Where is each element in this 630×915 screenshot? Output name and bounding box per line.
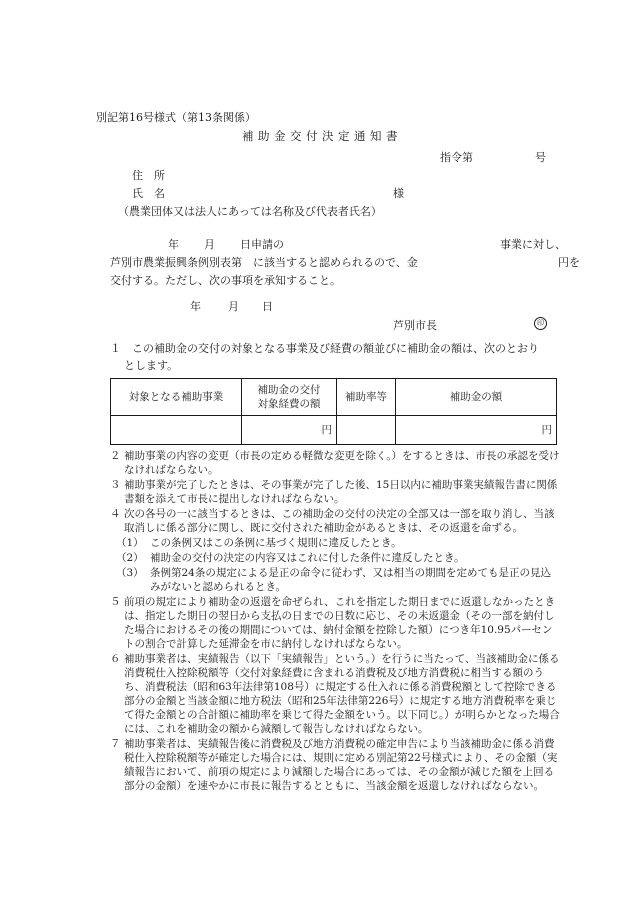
condition-subitem — [116, 536, 560, 550]
project-clause: 事業に対し、 — [500, 238, 566, 251]
condition-subitem-text: 補助金の交付の決定の内容又はこれに付した条件に違反したとき。 — [150, 552, 465, 564]
condition-subitem-text: この条例又はこの条例に基づく規則に違反したとき。 — [150, 537, 402, 549]
condition-item-text: 補助事業者は、実績報告後に消費税及び地方消費税の確定申告により当該補助金に係る消費税仕入控除税額等が確定した場合には、規則に定める別記第22号様式により、その金額（実績報告において、前項の規定により減額した場合にあっては、その金額が減じた額を上回る部分の金額）を速やかに市長に報告するとともに、当該金額を返還しなければならない。 — [124, 738, 558, 792]
organization-note: （農業団体又は法人にあっては名称及び代表者氏名） — [118, 205, 382, 218]
condition-item-number: ６ — [110, 653, 121, 665]
header-grant-amount: 補助金の額 — [396, 379, 557, 416]
header-subsidy-rate: 補助率等 — [337, 379, 396, 416]
document-title: 補助金交付決定通知書 — [242, 129, 402, 143]
condition-subitem — [116, 551, 560, 565]
grant-clause: 交付する。ただし、次の事項を承知すること。 — [110, 274, 341, 287]
condition-item — [110, 737, 560, 793]
table-header-row — [111, 379, 557, 416]
application-day: 日申請の — [240, 238, 284, 251]
item-1-line-1: １ この補助金の交付の対象となる事業及び経費の額並びに補助金の額は、次のとおり — [110, 342, 539, 355]
header-eligible-cost: 補助金の交付 対象経費の額 — [242, 379, 337, 416]
condition-item-text: 前項の規定により補助金の返還を命ぜられ、これを指定した期日までに返還しなかったときは、指定した期日の翌日から支払の日までの日数に応じ、その未返還金（その一部を納付した場合におけるその後の期間については、納付金額を控除した額）につき年10.95パーセントの割合で計算した延滞金を市に納付しなければならない。 — [124, 596, 556, 650]
condition-item — [110, 652, 560, 736]
condition-item — [110, 507, 560, 535]
cell-subsidy-rate — [337, 416, 396, 445]
cell-grant-amount: 円 — [396, 416, 557, 445]
honorific-sama: 様 — [393, 187, 404, 200]
condition-item-text: 補助事業者は、実績報告（以下「実績報告」という。）を行うに当たって、当該補助金に係る消費税仕入控除税額等（交付対象経費に含まれる消費税及び地方消費税に相当する額のうち、消費税法（昭和63年法律第108号）に規定する仕入れに係る消費税額として控除できる部分の金額と当該金額に地方税法（昭和25年法律第226号）に規定する地方消費税率を乗じて得た金額との合計額に補助率を乗じて得た金額をいう。以下同じ。）が明らかとなった場合には、これを補助金の額から減額して報告しなければならない。 — [124, 653, 560, 735]
form-label: 別記第16号様式（第13条関係） — [96, 111, 256, 124]
issue-year: 年 — [190, 300, 201, 313]
condition-item-number: ５ — [110, 596, 121, 608]
condition-item-number: ７ — [110, 738, 121, 750]
condition-item-text: 補助事業の内容の変更（市長の定める軽微な変更を除く。）をするときは、市長の承認を受けなければならない。 — [124, 450, 560, 476]
issue-month: 月 — [228, 300, 239, 313]
amount-yen-label: 円を — [558, 256, 580, 269]
header-target-project: 対象となる補助事業 — [111, 379, 242, 416]
issue-day: 日 — [262, 300, 273, 313]
ordinance-clause: 芦別市農業振興条例別表第 に該当すると認められるので、金 — [110, 256, 418, 269]
address-label: 住 所 — [132, 169, 165, 182]
application-month: 月 — [204, 238, 215, 251]
condition-item — [110, 595, 560, 651]
item-1-line-2: とします。 — [124, 359, 179, 372]
condition-item — [110, 449, 560, 477]
condition-subitem-text: 条例第24条の規定による是正の命令に従わず、又は相当の期間を定めても是正の見込みがないと認められるとき。 — [150, 567, 552, 593]
condition-item-number: ２ — [110, 450, 121, 462]
condition-item-text: 補助事業が完了したときは、その事業が完了した後、15日以内に補助事業実績報告書に関係書類を添えて市長に提出しなければならない。 — [124, 479, 558, 505]
table-row — [111, 416, 557, 445]
condition-subitem-number: （2） — [116, 552, 144, 564]
application-year: 年 — [168, 238, 179, 251]
mayor-signature: 芦別市長 — [393, 319, 437, 332]
condition-subitem-number: （1） — [116, 537, 144, 549]
condition-item-number: ３ — [110, 479, 121, 491]
cell-eligible-cost: 円 — [242, 416, 337, 445]
condition-item-text: 次の各号の一に該当するときは、この補助金の交付の決定の全部又は一部を取り消し、当該取消しに係る部分に関し、既に交付された補助金があるときは、その返還を命ずる。 — [124, 508, 555, 534]
name-label: 氏 名 — [132, 187, 165, 200]
reference-number-suffix: 号 — [535, 151, 546, 164]
condition-item-number: ４ — [110, 508, 121, 520]
condition-subitem — [116, 566, 560, 594]
reference-number-prefix: 指令第 — [440, 151, 473, 164]
cell-target-project — [111, 416, 242, 445]
condition-subitem-number: （3） — [116, 567, 144, 579]
condition-item — [110, 478, 560, 506]
seal-icon: 印 — [534, 317, 547, 330]
grant-table — [110, 378, 557, 445]
